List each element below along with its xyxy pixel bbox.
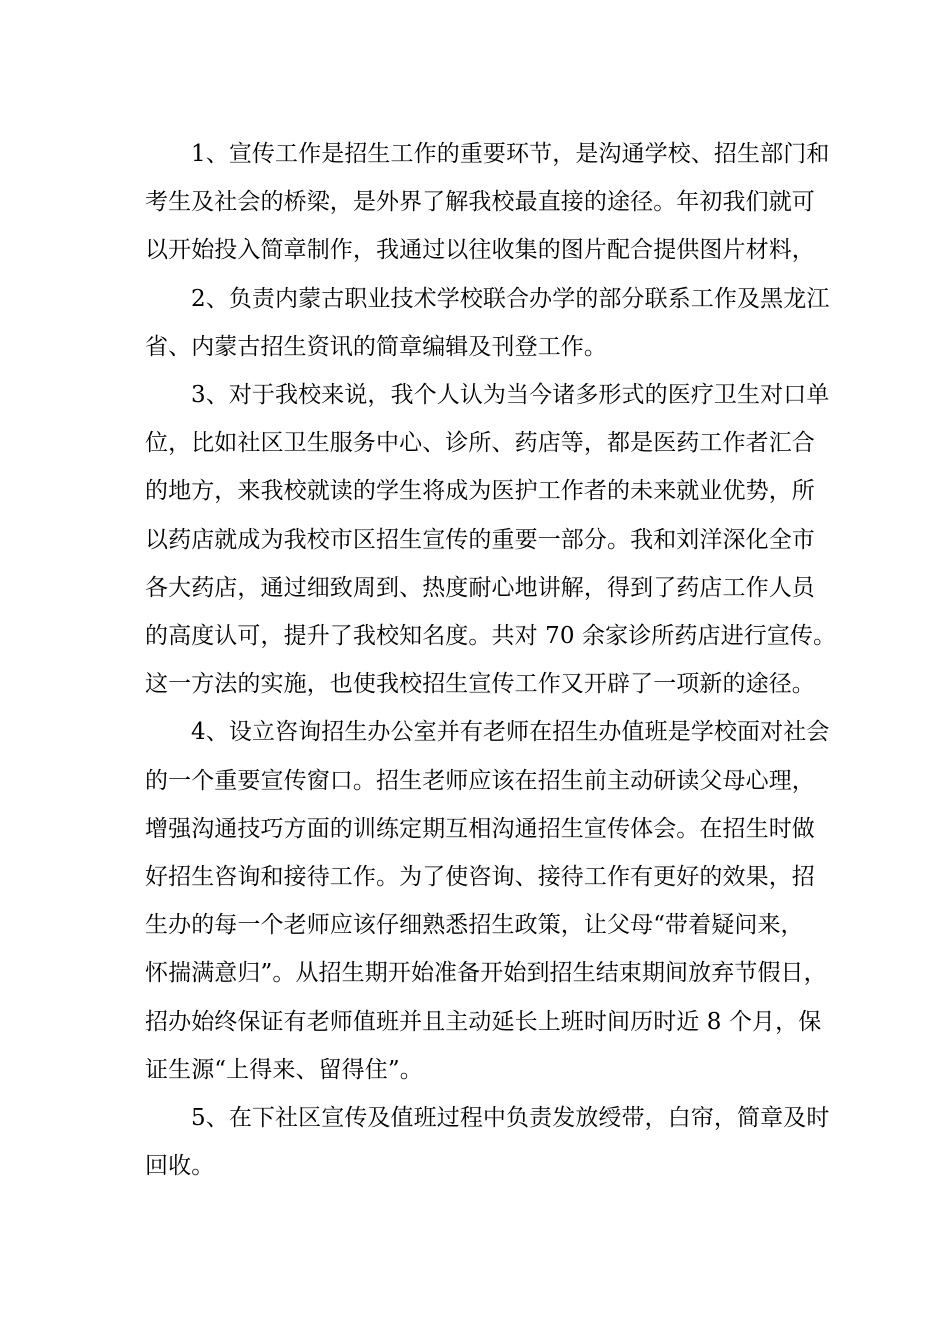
paragraph-4 <box>145 708 830 1094</box>
text-line: 2、负责内蒙古职业技术学校联合办学的部分联系工作及黑龙江 <box>191 285 830 312</box>
text-line: 省、内蒙古招生资讯的简章编辑及刊登工作。 <box>145 333 607 360</box>
text-line: 回收。 <box>145 1153 215 1180</box>
paragraph-3 <box>145 371 837 708</box>
paragraph-5 <box>145 1094 830 1190</box>
text-line: 位，比如社区卫生服务中心、诊所、药店等，都是医药工作者汇合 <box>145 430 815 457</box>
text-line: 4、设立咨询招生办公室并有老师在招生办值班是学校面对社会 <box>191 719 830 746</box>
text-line: 怀揣满意归”。从招生期开始准备开始到招生结束期间放弃节假日， <box>145 960 827 987</box>
text-line: 好招生咨询和接待工作。为了使咨询、接待工作有更好的效果，招 <box>145 864 815 891</box>
text-line: 的地方，来我校就读的学生将成为医护工作者的未来就业优势，所 <box>145 478 815 505</box>
text-line: 以药店就成为我校市区招生宣传的重要一部分。我和刘洋深化全市 <box>145 526 815 553</box>
text-line: 证生源“上得来、留得住”。 <box>145 1056 423 1083</box>
text-line: 以开始投入简章制作，我通过以往收集的图片配合提供图片材料， <box>145 237 815 264</box>
text-line: 的高度认可，提升了我校知名度。共对 70 余家诊所药店进行宣传。 <box>145 623 837 650</box>
text-line: 招办始终保证有老师值班并且主动延长上班时间历时近 8 个月，保 <box>145 1008 822 1035</box>
text-line: 生办的每一个老师应该仔细熟悉招生政策，让父母“带着疑问来， <box>145 912 804 939</box>
text-line: 1、宣传工作是招生工作的重要环节，是沟通学校、招生部门和 <box>191 141 830 167</box>
text-line: 这一方法的实施，也使我校招生宣传工作又开辟了一项新的途径。 <box>145 671 815 698</box>
text-line: 5、在下社区宣传及值班过程中负责发放绶带，白帘，简章及时 <box>191 1105 830 1132</box>
paragraph-1 <box>145 130 830 275</box>
text-line: 各大药店，通过细致周到、热度耐心地讲解，得到了药店工作人员 <box>145 574 815 601</box>
document-body <box>145 130 837 1190</box>
text-line: 考生及社会的桥梁，是外界了解我校最直接的途径。年初我们就可 <box>145 189 815 216</box>
text-line: 的一个重要宣传窗口。招生老师应该在招生前主动研读父母心理， <box>145 767 815 794</box>
text-line: 增强沟通技巧方面的训练定期互相沟通招生宣传体会。在招生时做 <box>145 815 815 842</box>
text-line: 3、对于我校来说，我个人认为当今诸多形式的医疗卫生对口单 <box>191 382 830 409</box>
paragraph-2 <box>145 275 830 371</box>
